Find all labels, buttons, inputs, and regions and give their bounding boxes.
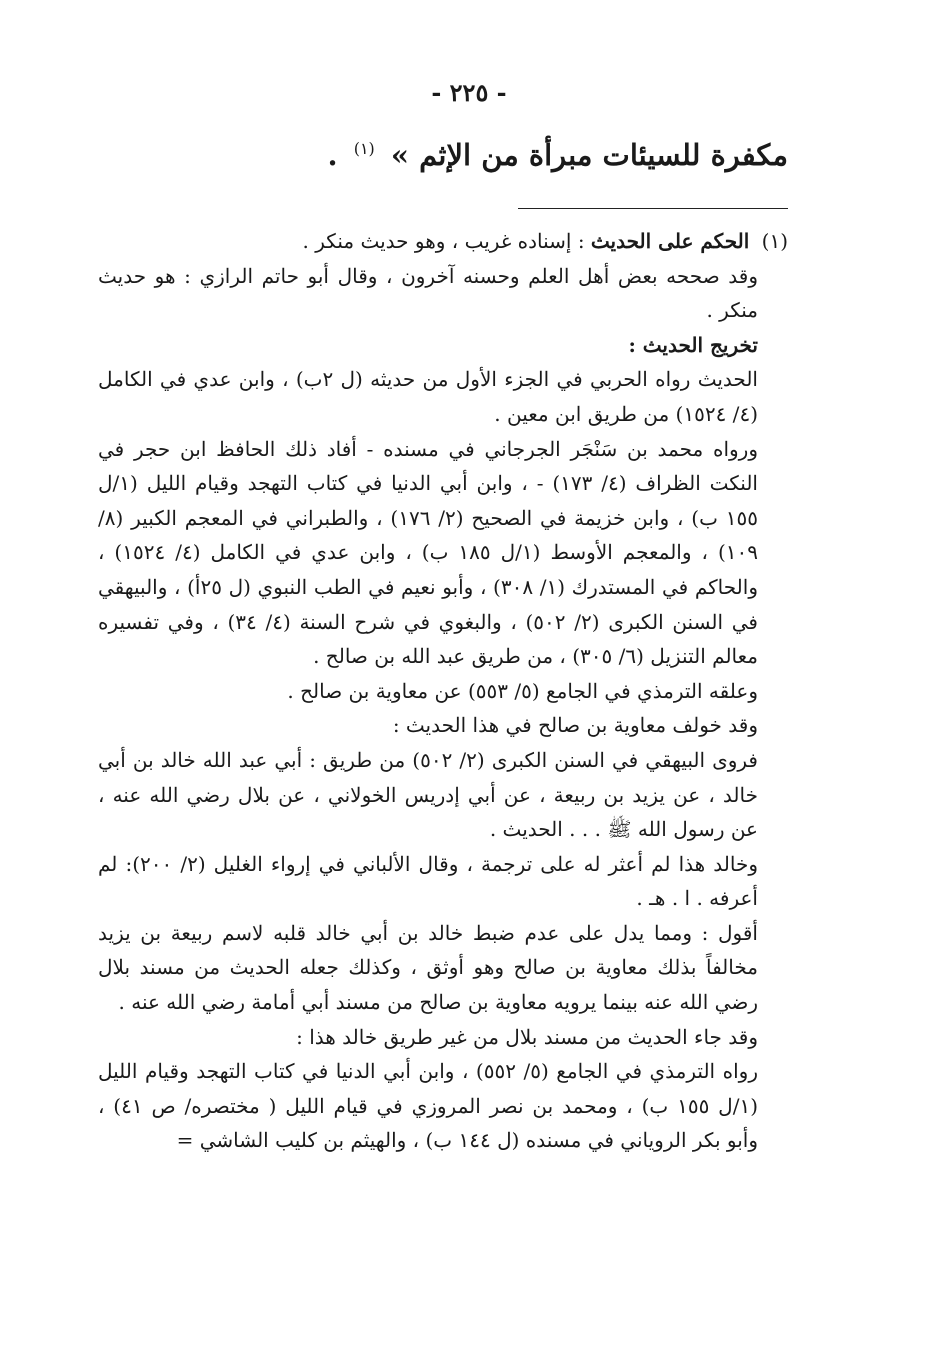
footnote-paragraph: فروى البيهقي في السنن الكبرى (٢/ ٥٠٢) من طريق : أبي عبد الله خالد بن أبي خالد ، عن يزيد بن ربيعة ، عن أبي إدريس الخولاني ، عن بلال رضي الله عنه ، عن رسول الله ﷺ . . . الحديث .: [98, 747, 758, 842]
footnote-paragraph: ورواه محمد بن سَنْجَر الجرجاني في مسنده - أفاد ذلك الحافظ ابن حجر في النكت الظراف (٤/ ١٧٣) - ، وابن أبي الدنيا في كتاب التهجد وقيام الليل (١/ل ١٥٥ ب) ، وابن خزيمة في الصحيح (٢/ ١٧٦) ، والطبراني في المعجم الكبير (٨/ ١٠٩) ، والمعجم الأوسط (١/ل ١٨٥ ب) ، وابن عدي في الكامل (٤/ ١٥٢٤) ، والحاكم في المستدرك (١/ ٣٠٨) ، وأبو نعيم في الطب النبوي (ل ٢٥أ) ، والبيهقي في السنن الكبرى (٢/ ٥٠٢) ، والبغوي في شرح السنة (٤/ ٣٤) ، وفي تفسيره معالم التنزيل (٦/ ٣٠٥) ، من طريق عبد الله بن صالح .: [98, 436, 758, 669]
takhrij-heading: تخريج الحديث :: [628, 332, 758, 357]
footnote-paragraph: وقد خولف معاوية بن صالح في هذا الحديث :: [392, 713, 758, 738]
main-text-line: [327, 138, 788, 172]
page-number: - ٢٢٥ -: [431, 78, 507, 107]
footnote-reference: (١): [353, 139, 375, 159]
footnote-block: [98, 224, 788, 1158]
footnote-number: (١): [761, 229, 788, 253]
main-text-end: .: [327, 138, 338, 172]
footnote-paragraph: وعلقه الترمذي في الجامع (٥/ ٥٥٣) عن معاوية بن صالح .: [287, 678, 758, 703]
scholars-opinion: وقد صححه بعض أهل العلم وحسنه آخرون ، وقال أبو حاتم الرازي : هو حديث منكر .: [98, 263, 758, 323]
ruling-text: : إسناده غريب ، وهو حديث منكر .: [302, 229, 585, 253]
footnote-paragraph: وقد جاء الحديث من مسند بلال من غير طريق خالد هذا :: [296, 1024, 758, 1049]
footnote-paragraph: الحديث رواه الحربي في الجزء الأول من حديثه (ل ٢ب) ، وابن عدي في الكامل (٤/ ١٥٢٤) من طريق ابن معين .: [98, 367, 758, 426]
footnote-paragraph: وخالد هذا لم أعثر له على ترجمة ، وقال الألباني في إرواء الغليل (٢/ ٢٠٠): لم أعرفه . ا . هـ .: [98, 851, 758, 911]
footnote-paragraph: أقول : ومما يدل على عدم ضبط خالد بن أبي خالد قلبه لاسم ربيعة بن يزيد مخالفاً بذلك معاوية بن صالح وهو أوثق ، وكذلك جعله الحديث من مسند بلال رضي الله عنه بينما يرويه معاوية بن صالح من مسند أبي أمامة رضي الله عنه .: [98, 920, 758, 1015]
footnote-paragraph: رواه الترمذي في الجامع (٥/ ٥٥٢) ، وابن أبي الدنيا في كتاب التهجد وقيام الليل (١/ل ١٥٥ ب) ، ومحمد بن نصر المروزي في قيام الليل ( مختصره/ ص ٤١) ، وأبو بكر الروياني في مسنده (ل ١٤٤ ب) ، والهيثم بن كليب الشاشي =: [98, 1059, 758, 1153]
ruling-label: الحكم على الحديث: [590, 229, 750, 253]
ruling-line: [98, 224, 788, 259]
main-text: مكفرة للسيئات مبرأة من الإثم »: [390, 138, 788, 172]
footnote-separator: [518, 208, 788, 209]
